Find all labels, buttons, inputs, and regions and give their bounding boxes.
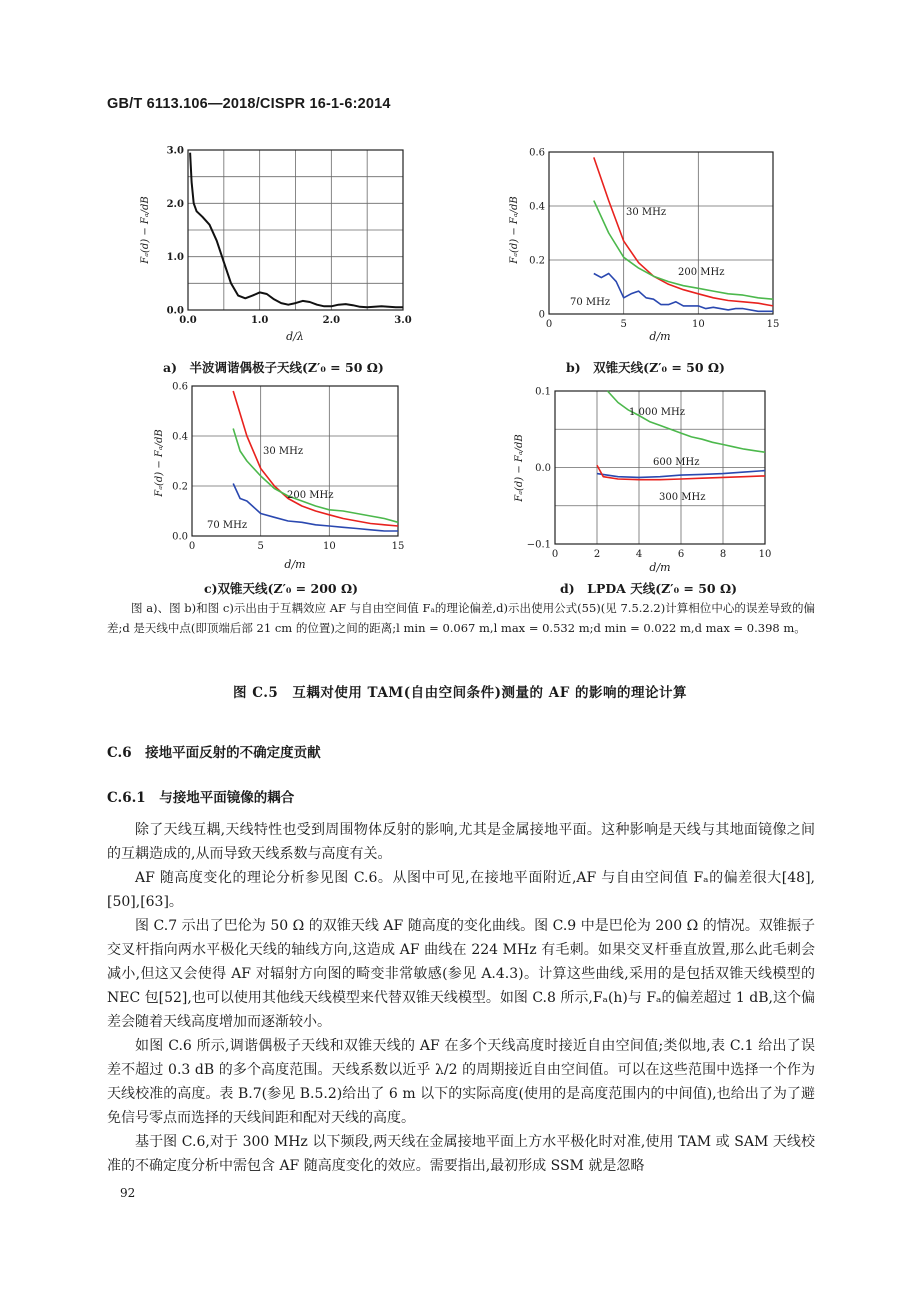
- chart-c-xtick-label: 0: [188, 541, 196, 552]
- chart-b-biconical-50: [505, 140, 805, 355]
- chart-b-xtick-label: 5: [620, 319, 627, 330]
- paragraph: 除了天线互耦,天线特性也受到周围物体反射的影响,尤其是金属接地平面。这种影响是天线与其地面镜像之间的互耦造成的,从而导致天线系数与高度有关。: [107, 822, 815, 862]
- chart-b-series-1: [594, 201, 773, 300]
- figure-title: 图 C.5 互耦对使用 TAM(自由空间条件)测量的 AF 的影响的理论计算: [233, 685, 687, 701]
- chart-b-ytick-label: 0.2: [529, 255, 545, 267]
- chart-c-frame: [192, 386, 398, 536]
- figure-note: 图 a)、图 b)和图 c)示出由于互耦效应 AF 与自由空间值 Fₐ的理论偏差,d)示出使用公式(55)(见 7.5.2.2)计算相位中心的误差导致的偏差;d 是天线中点(即顶端后部 21 cm 的位置)之间的距离;l min = 0.067 m,l max = 0.532 m;d min = 0.022 m,d max = 0.398 m。: [107, 601, 815, 635]
- chart-c-ytick-label: 0.6: [172, 381, 188, 393]
- chart-d-xtick-label: 0: [551, 549, 559, 560]
- chart-b-caption: b) 双锥天线(Z′₀ = 50 Ω): [566, 360, 725, 375]
- document-header: GB/T 6113.106—2018/CISPR 16-1-6:2014: [107, 96, 391, 112]
- chart-c-ytick-label: 0.2: [172, 481, 188, 493]
- chart-c-series-1: [233, 429, 398, 523]
- chart-b-ytick-label: 0: [538, 309, 545, 321]
- chart-b-frame: [549, 152, 773, 314]
- chart-b-xtick-label: 0: [545, 319, 553, 330]
- chart-d-series-0: [608, 391, 766, 452]
- chart-a-xtick-label: 3.0: [394, 315, 412, 326]
- chart-d-xtick-label: 4: [635, 549, 643, 560]
- chart-c-ytick-label: 0.0: [172, 531, 188, 543]
- chart-b-ylabel: Fₐ(d) − Fₐ/dB: [509, 196, 520, 264]
- chart-a-ylabel: Fₐ(d) − Fₐ/dB: [140, 196, 151, 264]
- chart-d-label-1000mhz: 1 000 MHz: [629, 407, 686, 418]
- chart-c-label-30mhz: 30 MHz: [263, 446, 304, 457]
- chart-d-xtick-label: 2: [593, 549, 601, 560]
- chart-c-caption: c)双锥天线(Z′₀ = 200 Ω): [204, 581, 358, 596]
- section-heading-c6-1: C.6.1 与接地平面镜像的耦合: [107, 790, 295, 806]
- chart-b-label-200mhz: 200 MHz: [678, 267, 725, 278]
- chart-a-caption: a) 半波调谐偶极子天线(Z′₀ = 50 Ω): [163, 360, 384, 375]
- chart-c-label-200mhz: 200 MHz: [287, 490, 334, 501]
- chart-d-caption: d) LPDA 天线(Z′₀ = 50 Ω): [560, 581, 738, 596]
- chart-c-xtick-label: 5: [257, 541, 264, 552]
- chart-d-ylabel: Fₐ(d) − Fₐ/dB: [514, 434, 525, 502]
- chart-a-xtick-label: 2.0: [322, 315, 341, 326]
- chart-d-xtick-label: 8: [719, 549, 727, 560]
- chart-a-ytick-label: 3.0: [166, 145, 184, 157]
- chart-a-xlabel: d/λ: [286, 330, 304, 343]
- chart-b-xtick-label: 15: [766, 319, 780, 330]
- chart-a-xtick-label: 1.0: [250, 315, 269, 326]
- chart-d-ytick-label: 0.1: [535, 386, 551, 398]
- paragraph: 图 C.7 示出了巴伦为 50 Ω 的双锥天线 AF 随高度的变化曲线。图 C.9 中是巴伦为 200 Ω 的情况。双锥振子交叉杆指向两水平极化天线的轴线方向,这造成 AF 曲线在 224 MHz 有毛刺。如果交叉杆垂直放置,那么此毛刺会减小,但这又会使得 AF 对辐射方向图的畸变非常敏感(参见 A.4.3)。计算这些曲线,采用的是包括双锥天线模型的 NEC 包[52],也可以使用其他线天线模型来代替双锥天线模型。如图 C.8 所示,Fₐ(h)与 Fₐ的偏差超过 1 dB,这个偏差会随着天线高度增加而逐渐较小。: [107, 918, 815, 1030]
- chart-a-ytick-label: 2.0: [166, 198, 184, 210]
- chart-d-label-300mhz: 300 MHz: [659, 492, 706, 503]
- chart-b-xtick-label: 10: [691, 319, 705, 330]
- chart-c-ylabel: Fₐ(d) − Fₐ/dB: [154, 429, 165, 497]
- chart-a-dipole: [130, 140, 430, 355]
- chart-a-ytick-label: 0.0: [166, 305, 184, 317]
- chart-b-label-30mhz: 30 MHz: [626, 207, 667, 218]
- chart-d-xtick-label: 10: [758, 549, 772, 560]
- chart-b-xlabel: d/m: [649, 330, 671, 343]
- chart-d-ytick-label: 0.0: [535, 463, 551, 474]
- body-text: [107, 818, 815, 1178]
- paragraph: AF 随高度变化的理论分析参见图 C.6。从图中可见,在接地平面附近,AF 与自由空间值 Fₐ的偏差很大[48],[50],[63]。: [107, 870, 815, 910]
- chart-c-ytick-label: 0.4: [172, 431, 188, 443]
- chart-c-xtick-label: 10: [322, 541, 336, 552]
- chart-d-xtick-label: 6: [677, 549, 685, 560]
- chart-c-xtick-label: 15: [391, 541, 405, 552]
- chart-d-xlabel: d/m: [649, 561, 671, 574]
- section-heading-c6: C.6 接地平面反射的不确定度贡献: [107, 745, 321, 761]
- chart-b-label-70mhz: 70 MHz: [570, 297, 611, 308]
- chart-a-xtick-label: 0.0: [179, 315, 197, 326]
- chart-c-biconical-200: [150, 378, 430, 578]
- paragraph: 如图 C.6 所示,调谐偶极子天线和双锥天线的 AF 在多个天线高度时接近自由空间值;类似地,表 C.1 给出了误差不超过 0.3 dB 的多个高度范围。天线系数以近乎 λ/2 的周期接近自由空间值。可以在这些范围中选择一个作为天线校准的高度。表 B.7(参见 B.5.2)给出了 6 m 以下的实际高度(使用的是高度范围内的中间值),也给出了为了避免信号零点而选择的天线间距和配对天线的高度。: [107, 1038, 815, 1126]
- chart-c-label-70mhz: 70 MHz: [207, 520, 248, 531]
- chart-d-ytick-label: −0.1: [526, 539, 551, 551]
- chart-d-label-600mhz: 600 MHz: [653, 457, 700, 468]
- chart-b-ytick-label: 0.6: [529, 147, 545, 159]
- chart-c-xlabel: d/m: [284, 558, 306, 571]
- page-number: 92: [120, 1186, 136, 1200]
- chart-d-lpda: [505, 383, 805, 578]
- paragraph: 基于图 C.6,对于 300 MHz 以下频段,两天线在金属接地平面上方水平极化时对准,使用 TAM 或 SAM 天线校准的不确定度分析中需包含 AF 随高度变化的效应。需要指出,最初形成 SSM 就是忽略: [107, 1134, 815, 1174]
- chart-b-ytick-label: 0.4: [529, 201, 545, 213]
- chart-b-series-0: [594, 157, 773, 306]
- chart-b-series-2: [594, 274, 773, 312]
- chart-a-ytick-label: 1.0: [166, 252, 184, 264]
